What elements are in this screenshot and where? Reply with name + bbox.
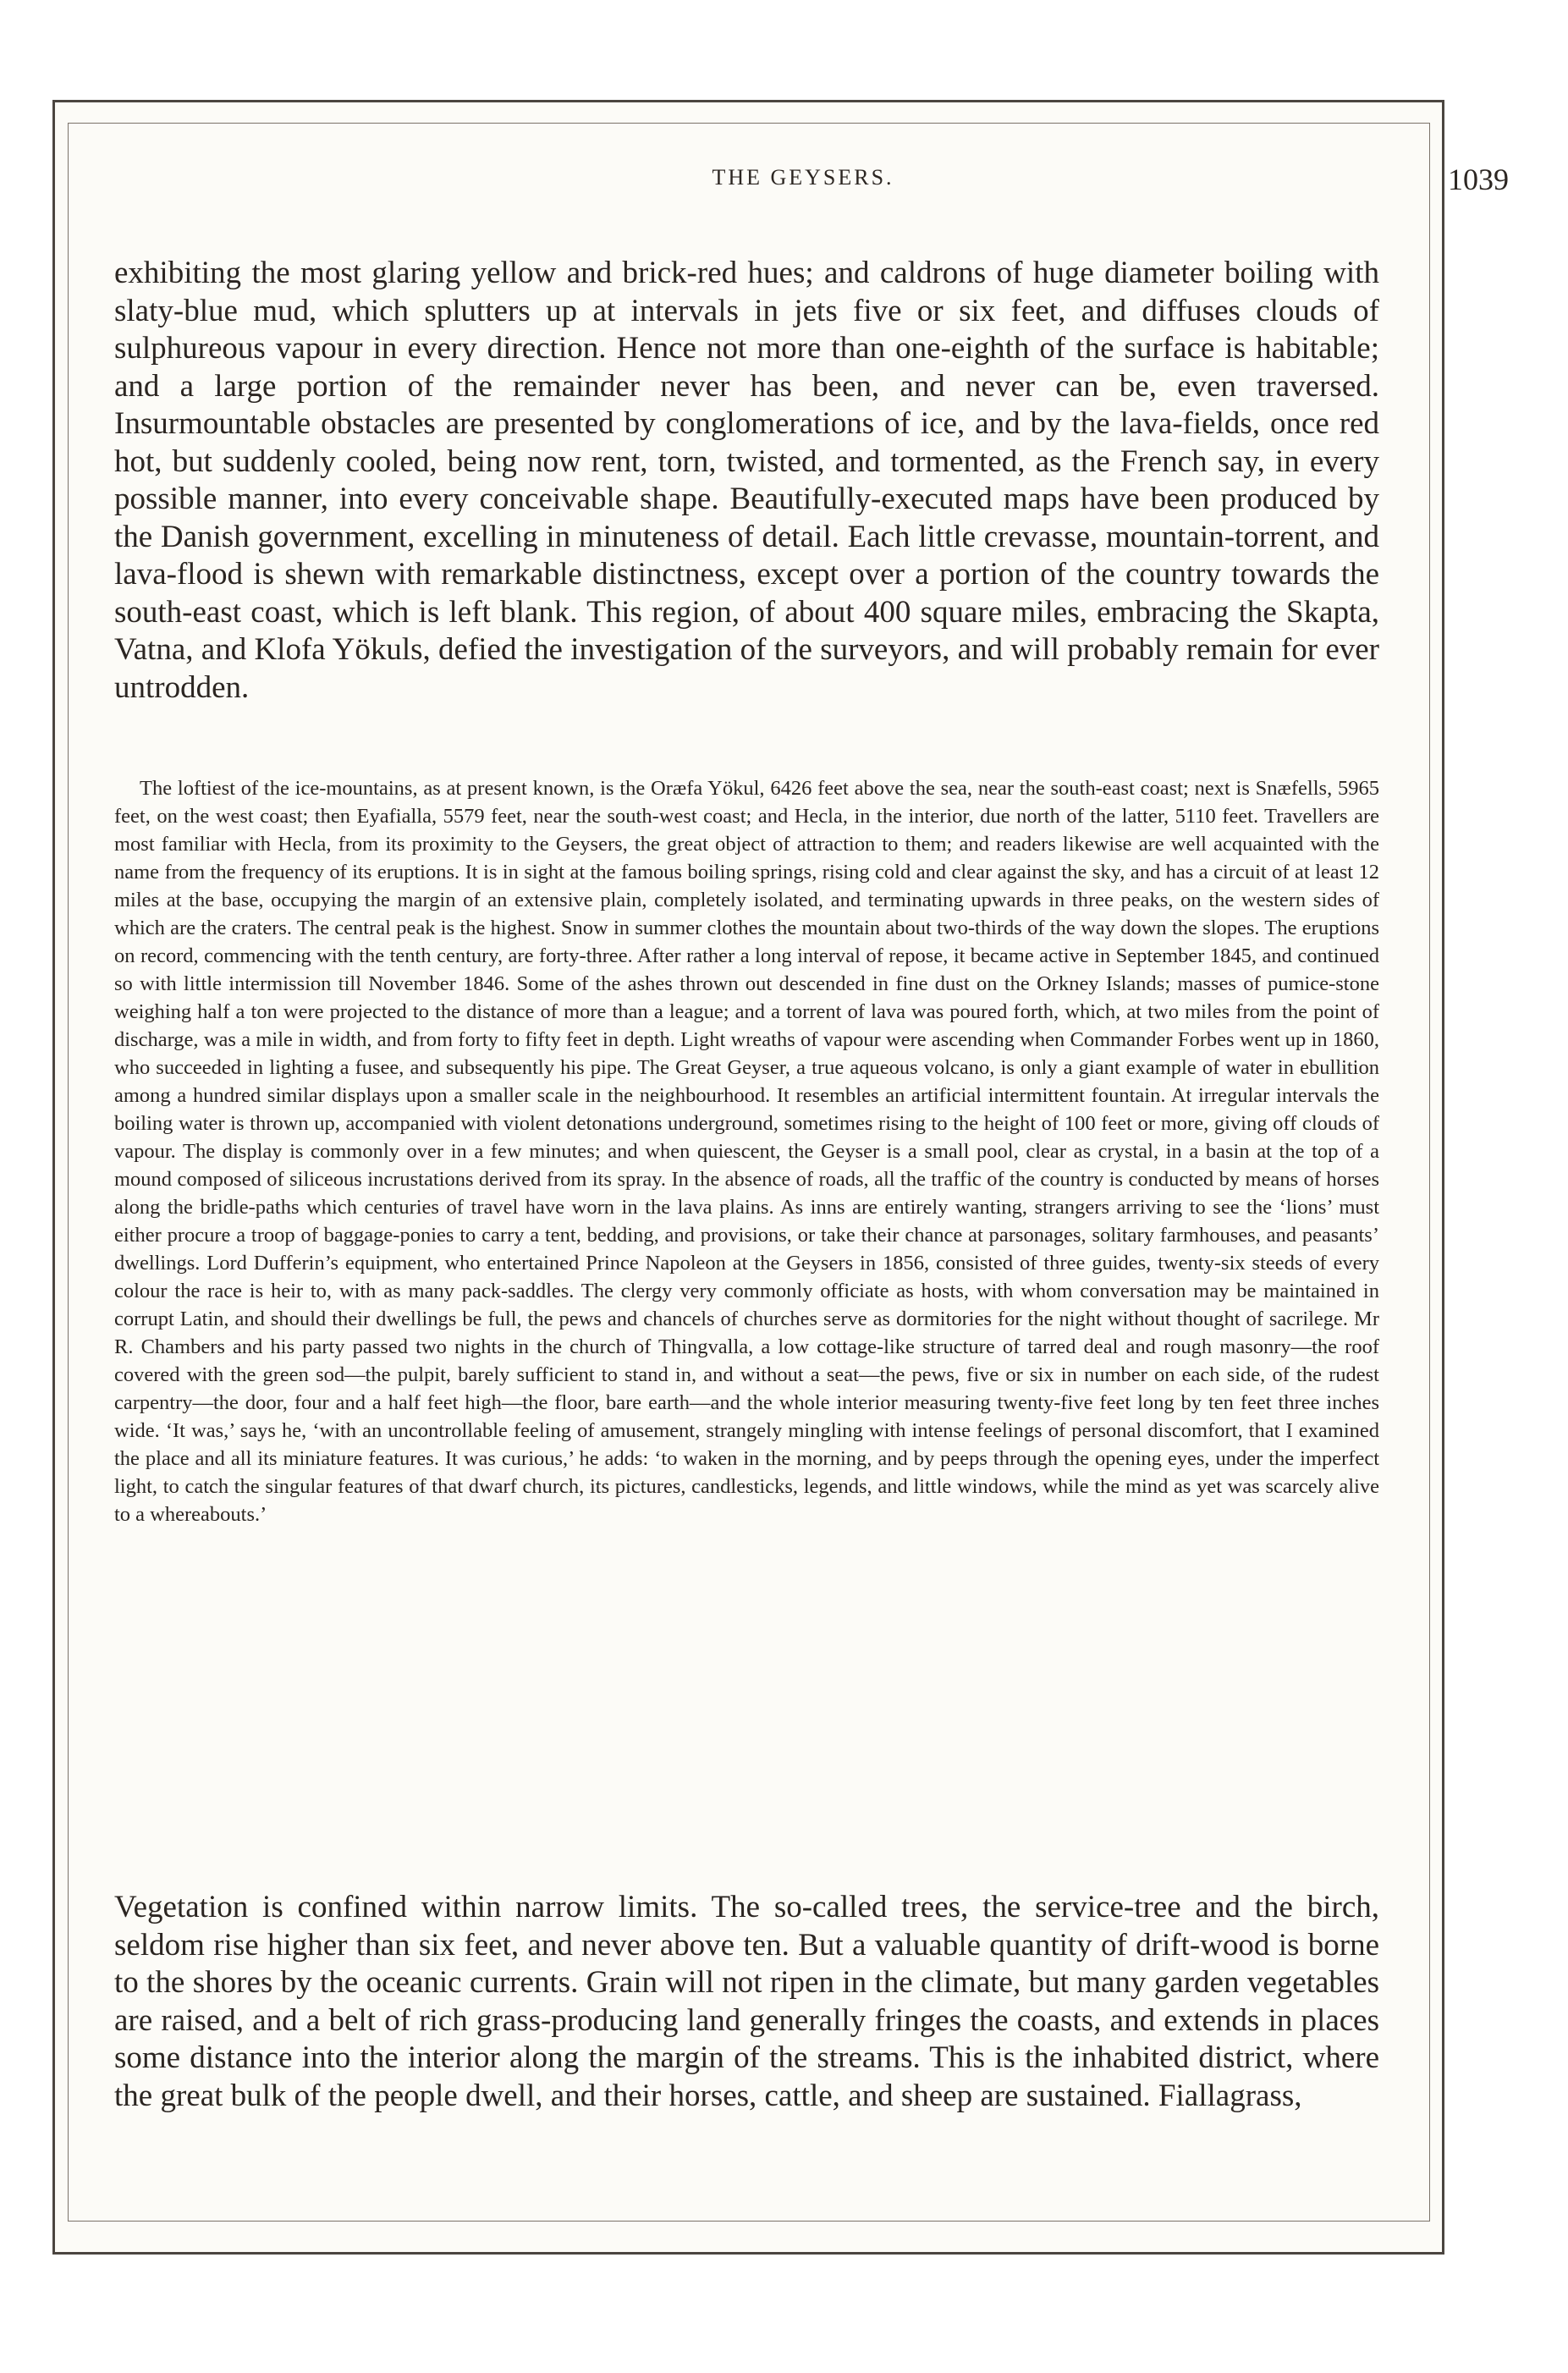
body-paragraph-1: exhibiting the most glaring yellow and brick-red hues; and caldrons of huge diameter boiling with slaty-blue mud, which splutters up at intervals in jets five or six feet, and diffuses clouds of sulphureous vapour in every direction. Hence not more than one-eighth of the surface is habitable; and a large portion of the remainder never has been, and never can be, even traversed. Insurmountable obstacles are presented by conglomerations of ice, and by the lava-fields, once red hot, but suddenly cooled, being now rent, torn, twisted, and tormented, as the French say, in every possible manner, into every conceivable shape. Beautifully-executed maps have been produced by the Danish government, excelling in minuteness of detail. Each little crevasse, mountain-torrent, and lava-flood is shewn with remarkable distinctness, except over a portion of the country towards the south-east coast, which is left blank. This region, of about 400 square miles, embracing the Skapta, Vatna, and Klofa Yökuls, defied the investigation of the surveyors, and will probably remain for ever untrodden. — [114, 256, 1379, 705]
body-paragraph-2: Vegetation is confined within narrow limits. The so-called trees, the service-tree and the birch, seldom rise higher than six feet, and never above ten. But a valuable quantity of drift-wood is borne to the shores by the oceanic currents. Grain will not ripen in the climate, but many garden vegetables are raised, and a belt of rich grass-producing land generally fringes the coasts, and extends in places some distance into the interior along the margin of the streams. This is the inhabited district, where the great bulk of the people dwell, and their horses, cattle, and sheep are sustained. Fiallagrass, — [114, 1890, 1379, 2113]
footnote-paragraph: The loftiest of the ice-mountains, as at present known, is the Oræfa Yökul, 6426 feet above the sea, near the south-east coast; next is Snæfells, 5965 feet, on the west coast; then Eyafialla, 5579 feet, near the south-west coast; and Hecla, in the interior, due north of the latter, 5110 feet. Travellers are most familiar with Hecla, from its proximity to the Geysers, the great object of attraction to them; and readers likewise are well acquainted with the name from the frequency of its eruptions. It is in sight at the famous boiling springs, rising cold and clear against the sky, and has a circuit of at least 12 miles at the base, occupying the margin of an extensive plain, completely isolated, and terminating upwards in three peaks, on the western sides of which are the craters. The central peak is the highest. Snow in summer clothes the mountain about two-thirds of the way down the slopes. The eruptions on record, commencing with the tenth century, are forty-three. After rather a long interval of repose, it became active in September 1845, and continued so with little intermission till November 1846. Some of the ashes thrown out descended in fine dust on the Orkney Islands; masses of pumice-stone weighing half a ton were projected to the distance of more than a league; and a torrent of lava was poured forth, which, at two miles from the point of discharge, was a mile in width, and from forty to fifty feet in depth. Light wreaths of vapour were ascending when Commander Forbes went up in 1860, who succeeded in lighting a fusee, and subsequently his pipe. The Great Geyser, a true aqueous volcano, is only a giant example of water in ebullition among a hundred similar displays upon a smaller scale in the neighbourhood. It resembles an artificial intermittent fountain. At irregular intervals the boiling water is thrown up, accompanied with violent detonations underground, sometimes rising to the height of 100 feet or more, giving off clouds of vapour. The display is commonly over in a few minutes; and when quiescent, the Geyser is a small pool, clear as crystal, in a basin at the top of a mound composed of siliceous incrustations derived from its spray. In the absence of roads, all the traffic of the country is conducted by means of horses along the bridle-paths which centuries of travel have worn in the lava plains. As inns are entirely wanting, strangers arriving to see the ‘lions’ must either procure a troop of baggage-ponies to carry a tent, bedding, and provisions, or take their chance at parsonages, solitary farmhouses, and peasants’ dwellings. Lord Dufferin’s equipment, who entertained Prince Napoleon at the Geysers in 1856, consisted of three guides, twenty-six steeds of every colour the race is heir to, with as many pack-saddles. The clergy very commonly officiate as hosts, with whom conversation may be maintained in corrupt Latin, and should their dwellings be full, the pews and chancels of churches serve as dormitories for the night without thought of sacrilege. Mr R. Chambers and his party passed two nights in the church of Thingvalla, a low cottage-like structure of tarred deal and rough masonry—the roof covered with the green sod—the pulpit, barely sufficient to stand in, and without a seat—the pews, five or six in number on each side, of the rudest carpentry—the door, four and a half feet high—the floor, bare earth—and the whole interior measuring twenty-five feet long by ten feet three inches wide. ‘It was,’ says he, ‘with an uncontrollable feeling of amusement, strangely mingling with intense feelings of personal discomfort, that I examined the place and all its miniature features. It was curious,’ he adds: ‘to waken in the morning, and by peeps through the opening eyes, under the imperfect light, to catch the singular features of that dwarf church, its pictures, candlesticks, legends, and little windows, while the mind as yet was scarcely alive to a whereabouts.’ — [114, 776, 1379, 1526]
page-number: 1039 — [1448, 162, 1509, 196]
page-header — [97, 162, 1509, 207]
running-head: THE GEYSERS. — [712, 165, 894, 190]
